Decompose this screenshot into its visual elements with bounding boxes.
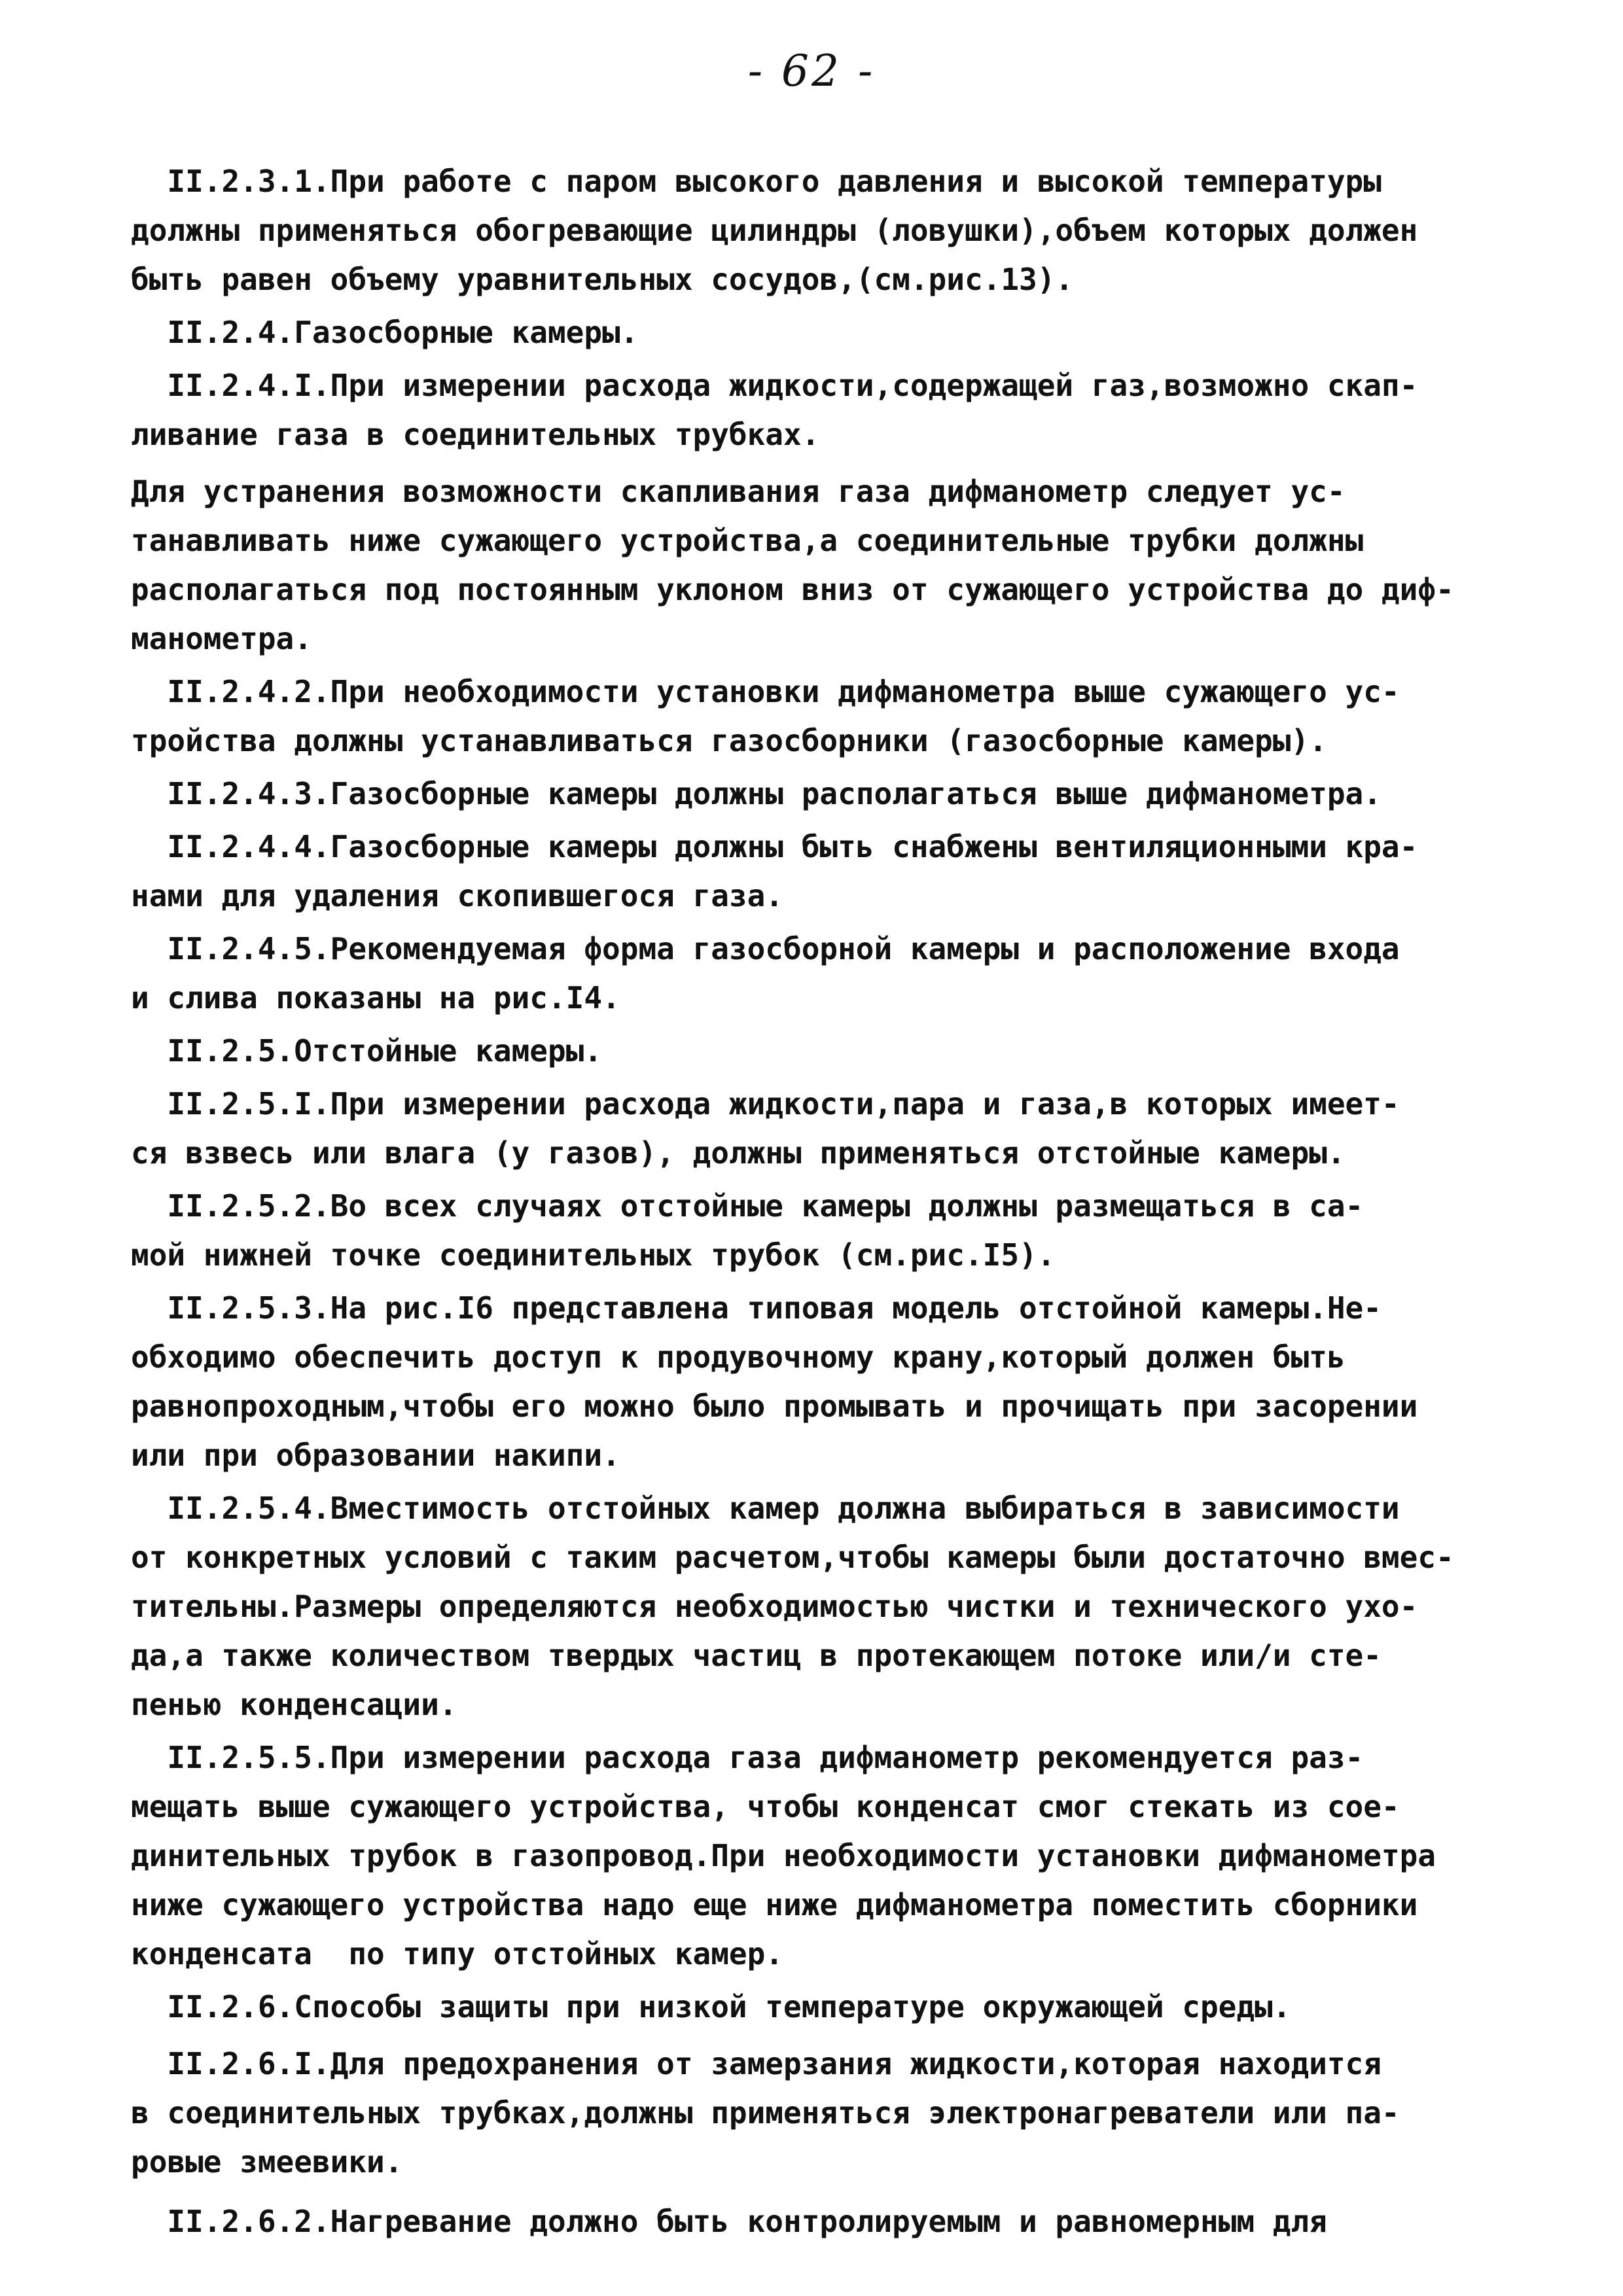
- paragraph: [131, 925, 1531, 1023]
- paragraph: [131, 308, 1531, 357]
- text-line: II.2.4.3.Газосборные камеры должны располагаться выше дифманометра.: [131, 776, 1382, 811]
- page-number: - 62 -: [747, 46, 876, 96]
- text-line: II.2.4.Газосборные камеры.: [131, 315, 639, 350]
- text-line: ся взвесь или влага (у газов), должны применяться отстойные камеры.: [131, 1135, 1346, 1171]
- text-line: Для устранения возможности скапливания газа дифманометр следует ус-: [131, 474, 1346, 509]
- paragraph: [131, 2040, 1531, 2187]
- document-body: [131, 157, 1531, 2246]
- paragraph: [131, 1983, 1531, 2032]
- text-line: II.2.4.2.При необходимости установки дифманометра выше сужающего ус-: [131, 674, 1400, 709]
- text-line: II.2.5.I.При измерении расхода жидкости,пара и газа,в которых имеет-: [131, 1086, 1400, 1122]
- text-line: динительных трубок в газопровод.При необходимости установки дифманометра: [131, 1838, 1436, 1873]
- text-line: располагаться под постоянным уклоном вниз от сужающего устройства до диф-: [131, 572, 1454, 607]
- paragraph: [131, 769, 1531, 819]
- text-line: конденсата по типу отстойных камер.: [131, 1936, 783, 1971]
- paragraph: [131, 157, 1531, 304]
- text-line: II.2.3.1.При работе с паром высокого давления и высокой температуры: [131, 164, 1382, 199]
- text-line: II.2.6.I.Для предохранения от замерзания жидкости,которая находится: [131, 2046, 1382, 2081]
- text-line: да,а также количеством твердых частиц в протекающем потоке или/и сте-: [131, 1638, 1382, 1673]
- text-line: быть равен объему уравнительных сосудов,(см.рис.13).: [131, 262, 1074, 297]
- text-line: II.2.5.3.На рис.I6 представлена типовая модель отстойной камеры.Не-: [131, 1290, 1382, 1326]
- text-line: нами для удаления скопившегося газа.: [131, 878, 783, 913]
- text-line: II.2.5.4.Вместимость отстойных камер должна выбираться в зависимости: [131, 1491, 1400, 1526]
- text-line: тройства должны устанавливаться газосборники (газосборные камеры).: [131, 723, 1327, 758]
- paragraph: [131, 1182, 1531, 1280]
- paragraph: [131, 1733, 1531, 1979]
- text-line: от конкретных условий с таким расчетом,чтобы камеры были достаточно вмес-: [131, 1540, 1454, 1575]
- text-line: ниже сужающего устройства надо еще ниже дифманометра поместить сборники: [131, 1887, 1418, 1922]
- text-line: мой нижней точке соединительных трубок (см.рис.I5).: [131, 1237, 1056, 1273]
- text-line: пенью конденсации.: [131, 1687, 457, 1722]
- paragraph: [131, 1484, 1531, 1729]
- text-line: обходимо обеспечить доступ к продувочному крану,который должен быть: [131, 1339, 1346, 1375]
- text-line: II.2.6.Способы защиты при низкой температуре окружающей среды.: [131, 1989, 1291, 2024]
- paragraph: [131, 1027, 1531, 1076]
- text-line: мещать выше сужающего устройства, чтобы конденсат смог стекать из сое-: [131, 1789, 1400, 1824]
- text-line: II.2.5.Отстойные камеры.: [131, 1033, 603, 1069]
- text-line: должны применяться обогревающие цилиндры (ловушки),объем которых должен: [131, 213, 1418, 248]
- paragraph: [131, 1284, 1531, 1480]
- text-line: II.2.5.5.При измерении расхода газа дифманометр рекомендуется раз-: [131, 1740, 1364, 1775]
- text-line: ливание газа в соединительных трубках.: [131, 417, 820, 452]
- paragraph: [131, 467, 1531, 663]
- text-line: в соединительных трубках,должны применяться электронагреватели или па-: [131, 2095, 1400, 2130]
- text-line: ровые змеевики.: [131, 2144, 403, 2180]
- text-line: II.2.4.5.Рекомендуемая форма газосборной камеры и расположение входа: [131, 931, 1400, 966]
- text-line: II.2.5.2.Во всех случаях отстойные камеры должны размещаться в са-: [131, 1188, 1364, 1224]
- paragraph: [131, 2197, 1531, 2246]
- text-line: или при образовании накипи.: [131, 1438, 620, 1473]
- text-line: тительны.Размеры определяются необходимостью чистки и технического ухо-: [131, 1589, 1418, 1624]
- text-line: манометра.: [131, 621, 312, 656]
- text-line: и слива показаны на рис.I4.: [131, 980, 620, 1016]
- text-line: равнопроходным,чтобы его можно было промывать и прочищать при засорении: [131, 1388, 1418, 1424]
- paragraph: [131, 667, 1531, 766]
- text-line: II.2.4.I.При измерении расхода жидкости,содержащей газ,возможно скап-: [131, 368, 1418, 403]
- paragraph: [131, 822, 1531, 921]
- text-line: II.2.4.4.Газосборные камеры должны быть снабжены вентиляционными кра-: [131, 829, 1418, 864]
- text-line: танавливать ниже сужающего устройства,а соединительные трубки должны: [131, 523, 1364, 558]
- paragraph: [131, 361, 1531, 459]
- text-line: II.2.6.2.Нагревание должно быть контролируемым и равномерным для: [131, 2204, 1327, 2239]
- paragraph: [131, 1080, 1531, 1178]
